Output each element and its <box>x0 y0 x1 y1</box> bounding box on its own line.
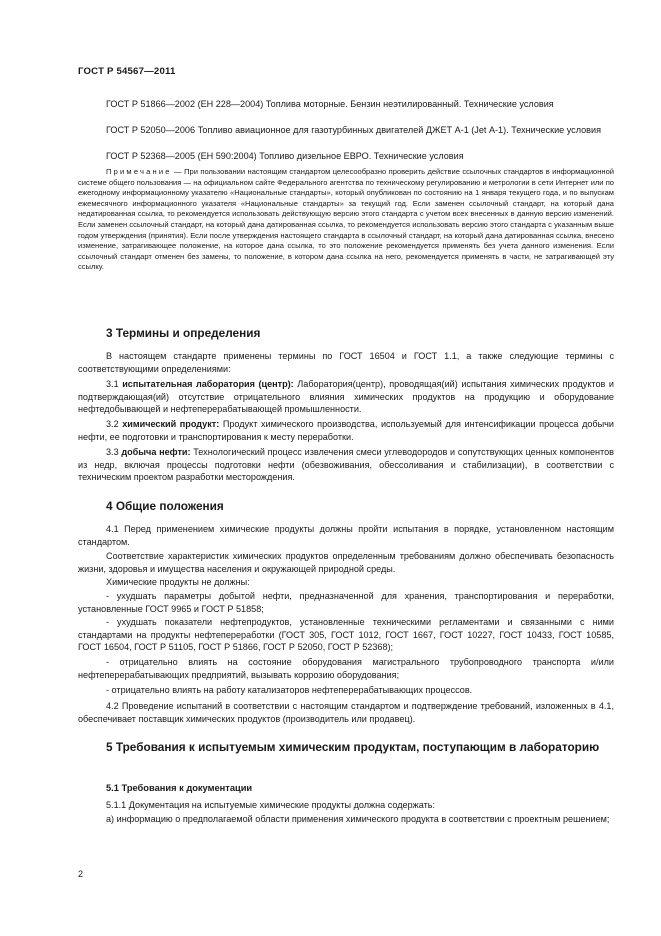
section-3-heading: 3 Термины и определения <box>106 326 261 340</box>
document-code-header: ГОСТ Р 54567—2011 <box>78 66 176 77</box>
term-name: испытательная лаборатория (центр): <box>122 379 294 389</box>
term-name: добыча нефти: <box>121 447 191 457</box>
section-3-intro: В настоящем стандарте применены термины по ГОСТ 16504 и ГОСТ 1.1, а также следующие термины с соответствующими определениями: <box>78 351 614 374</box>
list-item: - ухудшать показатели нефтепродуктов, установленные техническими регламентами и связанными с ними стандартами на продукты нефтепереработки (ГОСТ 305, ГОСТ 1012, ГОСТ 1667, ГОСТ 10227, ГОСТ 10433, ГОСТ 10585, ГОСТ 16504, ГОСТ Р 51105, ГОСТ Р 51866, ГОСТ Р 52050, ГОСТ Р 52368); <box>78 617 614 653</box>
note-text: — При пользовании настоящим стандартом целесообразно проверить действие ссылочных стандартов в информационной системе общего пользования — на официальном сайте Федерального агентства по техническому регулированию и метрологии в сети Интернет или по ежегодному информационному указателю «Национальные стандарты», который опубликован по состоянию на 1 января текущего года, и по выпускам ежемесячного информационного указателя «Национальные стандарты» за текущий год. Если заменен ссылочный стандарт, на который дана недатированная ссылка, то рекомендуется использовать действующую версию этого стандарта с учетом всех внесенных в данную версию изменений. Если заменен ссылочный стандарт, на который дана датированная ссылка, то рекомендуется использовать версию этого стандарта с указанным выше годом утверждения (принятия). Если после утверждения настоящего стандарта в ссылочный стандарт, на который дана датированная ссылка, внесено изменение, затрагивающее положение, на которое дана ссылка, то это положение рекомендуется применять без учета данного изменения. Если ссылочный стандарт отменен без замены, то положение, в котором дана ссылка на него, рекомендуется применять в части, не затрагивающей эту ссылку. <box>78 167 614 272</box>
paragraph: а) информацию о предполагаемой области применения химического продукта в соответствии с проектным решением; <box>106 814 610 824</box>
paragraph: Химические продукты не должны: <box>106 577 250 587</box>
section-5-heading: 5 Требования к испытуемым химическим продуктам, поступающим в лабораторию <box>106 740 600 754</box>
section-4-heading: 4 Общие положения <box>106 499 224 513</box>
page-number: 2 <box>78 869 84 879</box>
term-definition: 3.1 испытательная лаборатория (центр): Лаборатория(центр), проводящая(ий) испытания химических продуктов и подтверждающая(ий) отсутствие отрицательного влияния химических продуктов на продукцию и оборудование нефтедобывающей и нефтеперерабатывающей промышленности. <box>78 379 614 415</box>
paragraph: 4.2 Проведение испытаний в соответствии с настоящим стандартом и подтверждение требований, изложенных в 4.1, обеспечивает поставщик химических продуктов (производитель или продавец). <box>78 701 614 724</box>
reference-item: ГОСТ Р 51866—2002 (ЕН 228—2004) Топлива моторные. Бензин неэтилированный. Технические условия <box>106 99 554 109</box>
term-name: химический продукт: <box>122 419 220 429</box>
list-item: - ухудшать параметры добытой нефти, предназначенной для хранения, транспортирования и переработки, установленные ГОСТ 9965 и ГОСТ Р 51858; <box>78 591 614 614</box>
note-label: Примечание <box>106 167 172 176</box>
list-item: - отрицательно влиять на работу катализаторов нефтеперерабатывающих процессов. <box>106 685 473 695</box>
reference-item: ГОСТ Р 52368—2005 (ЕН 590:2004) Топливо дизельное ЕВРО. Технические условия <box>106 151 464 161</box>
term-definition: 3.2 химический продукт: Продукт химического производства, используемый для интенсификации процесса добычи нефти, ее подготовки и транспортирования к месту переработки. <box>78 419 614 442</box>
paragraph: 4.1 Перед применением химические продукты должны пройти испытания в порядке, установленном настоящим стандартом. <box>78 524 614 547</box>
reference-note <box>78 167 614 273</box>
reference-item: ГОСТ Р 52050—2006 Топливо авиационное для газотурбинных двигателей ДЖЕТ А-1 (Jet А-1). Технические условия <box>106 125 602 135</box>
paragraph: Соответствие характеристик химических продуктов определенным требованиям должно обеспечивать безопасность жизни, здоровья и имущества населения и окружающей природной среды. <box>78 551 614 574</box>
paragraph: 5.1.1 Документация на испытуемые химические продукты должна содержать: <box>106 800 436 810</box>
term-definition: 3.3 добыча нефти: Технологический процесс извлечения смеси углеводородов и сопутствующих ценных компонентов из недр, включая процессы подготовки нефти (обезвоживания, обессоливания и стабилизации), в соответствии с техническим проектом разработки месторождения. <box>78 447 614 483</box>
subsection-5-1-heading: 5.1 Требования к документации <box>106 783 253 793</box>
list-item: - отрицательно влиять на состояние оборудования магистрального трубопроводного транспорта и/или нефтеперерабатывающих предприятий, вызывать коррозию оборудования; <box>78 657 614 680</box>
